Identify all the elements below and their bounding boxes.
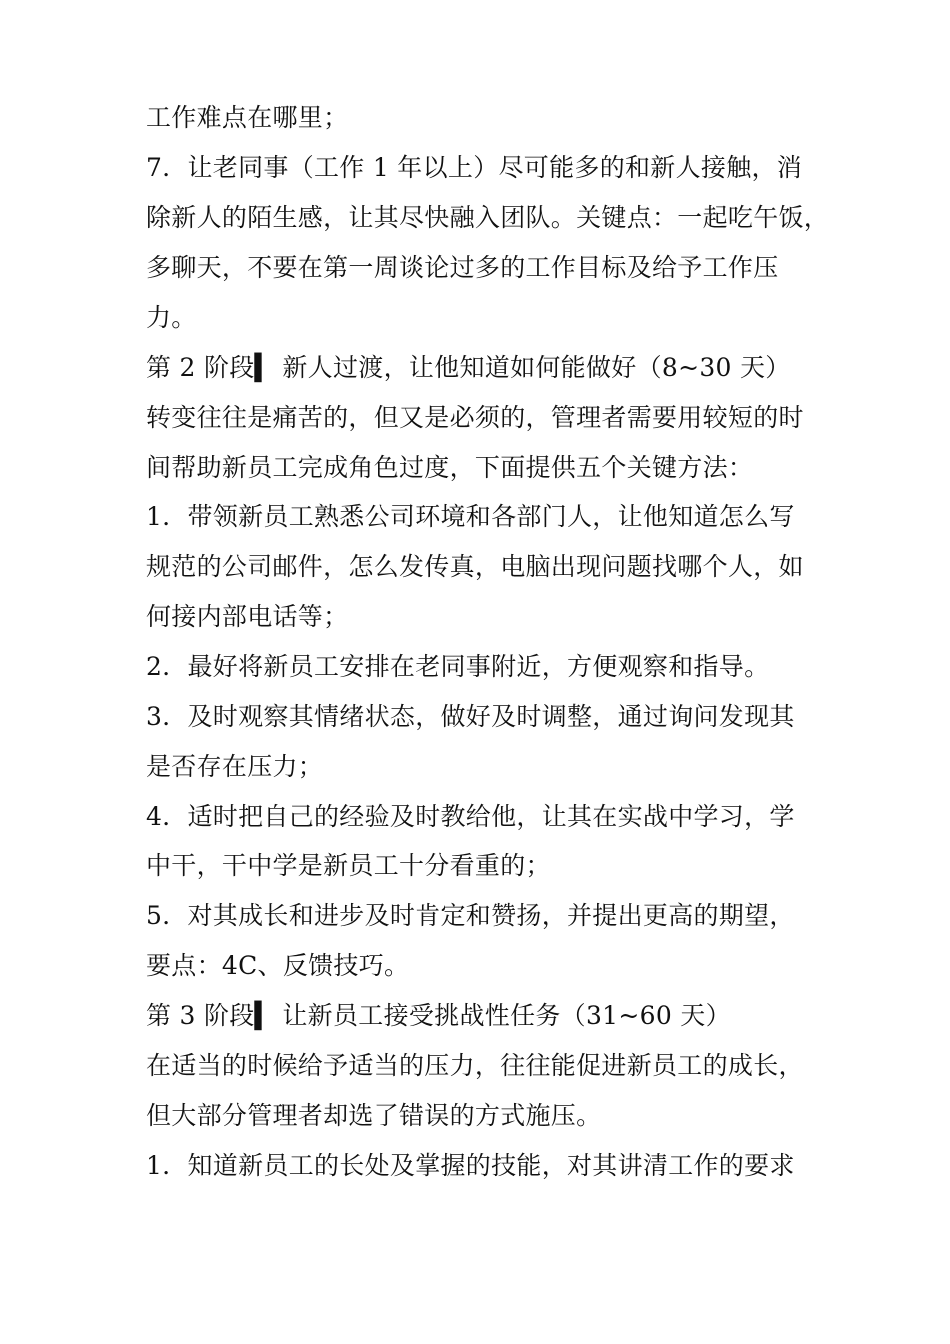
- text-line: 是否存在压力；: [146, 752, 324, 781]
- text-line: 转变往往是痛苦的，但又是必须的，管理者需要用较短的时: [146, 403, 804, 432]
- text-line: 1．带领新员工熟悉公司环境和各部门人，让他知道怎么写: [146, 502, 795, 531]
- section-heading: 第 3 阶段▍ 让新员工接受挑战性任务（31~60 天）: [146, 1001, 731, 1030]
- text-line: 多聊天，不要在第一周谈论过多的工作目标及给予工作压: [146, 253, 779, 282]
- text-line: 4．适时把自己的经验及时教给他，让其在实战中学习，学: [146, 802, 795, 831]
- text-line: 在适当的时候给予适当的压力，往往能促进新员工的成长，: [146, 1051, 804, 1080]
- text-line: 5．对其成长和进步及时肯定和赞扬，并提出更高的期望，: [146, 901, 795, 930]
- text-line: 中干，干中学是新员工十分看重的；: [146, 851, 551, 880]
- text-line: 除新人的陌生感，让其尽快融入团队。关键点：一起吃午饭，: [146, 203, 830, 232]
- text-line: 2．最好将新员工安排在老同事附近，方便观察和指导。: [146, 652, 770, 681]
- text-line: 3．及时观察其情绪状态，做好及时调整，通过询问发现其: [146, 702, 795, 731]
- text-line: 但大部分管理者却选了错误的方式施压。: [146, 1101, 602, 1130]
- text-line: 力。: [146, 303, 197, 332]
- text-line: 7．让老同事（工作 1 年以上）尽可能多的和新人接触，消: [146, 153, 803, 182]
- text-line: 何接内部电话等；: [146, 602, 349, 631]
- text-line: 规范的公司邮件，怎么发传真，电脑出现问题找哪个人，如: [146, 552, 804, 581]
- text-line: 间帮助新员工完成角色过度，下面提供五个关键方法：: [146, 453, 754, 482]
- text-line: 要点：4C、反馈技巧。: [146, 951, 410, 980]
- section-heading: 第 2 阶段▍ 新人过渡，让他知道如何能做好（8~30 天）: [146, 353, 791, 382]
- text-line: 工作难点在哪里；: [146, 103, 349, 132]
- text-line: 1．知道新员工的长处及掌握的技能，对其讲清工作的要求: [146, 1151, 795, 1180]
